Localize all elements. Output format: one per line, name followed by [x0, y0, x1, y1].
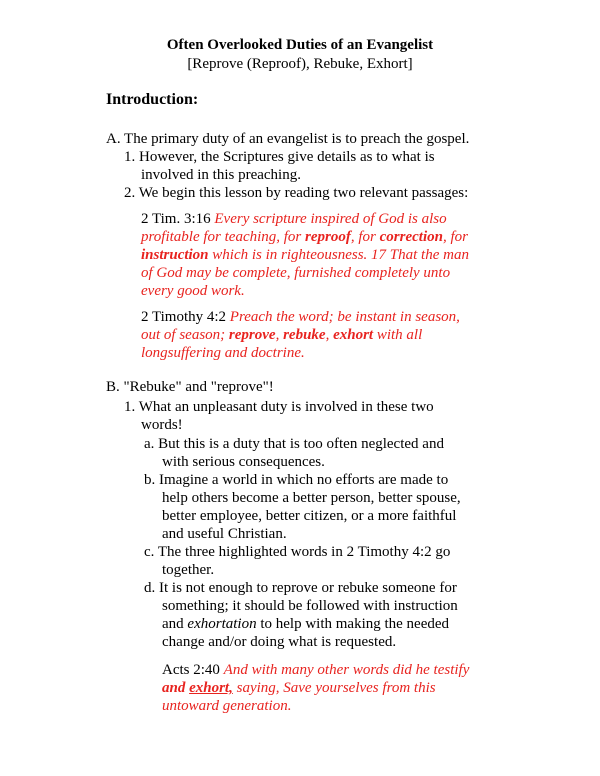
subpoint-a-line2: with serious consequences. [162, 454, 325, 470]
point-a1-line1: 1. However, the Scriptures give details as to what is [124, 149, 435, 165]
verse-line: every good work. [141, 283, 245, 299]
point-b1-line2: words! [141, 417, 183, 433]
subpoint-d-line1: d. It is not enough to reprove or rebuke someone for [144, 580, 457, 596]
verse-line: profitable for teaching, for reproof, for correction, for [141, 229, 468, 245]
point-b1-line1: 1. What an unpleasant duty is involved in these two [124, 399, 434, 415]
verse-line: of God may be complete, furnished completely unto [141, 265, 451, 281]
verse-line: 2 Tim. 3:16 Every scripture inspired of God is also [141, 211, 447, 227]
subpoint-d-line4: change and/or doing what is requested. [162, 634, 397, 650]
subpoint-d-line2: something; it should be followed with instruction [162, 598, 458, 614]
page-title: Often Overlooked Duties of an Evangelist [166, 37, 434, 53]
emphasis-exhortation: exhortation [187, 616, 257, 632]
verse-line: untoward generation. [162, 698, 292, 714]
subpoint-d-line3: and exhortation to help with making the needed [162, 616, 450, 632]
verse-line: 2 Timothy 4:2 Preach the word; be instant in season, [141, 309, 460, 325]
subpoint-b-line3: better employee, better citizen, or a more faithful [162, 508, 457, 524]
subpoint-b-line2: help others become a better person, better spouse, [162, 490, 461, 506]
verse-line: Acts 2:40 And with many other words did he testify [162, 662, 470, 678]
verse-ref: Acts 2:40 [162, 662, 224, 678]
highlight-reproof: reproof [305, 229, 351, 245]
verse-ref: 2 Tim. 3:16 [141, 211, 215, 227]
highlight-correction: correction [379, 229, 443, 245]
subpoint-a-line1: a. But this is a duty that is too often neglected and [144, 436, 444, 452]
subpoint-b-line4: and useful Christian. [162, 526, 287, 542]
highlight-instruction: instruction [141, 247, 209, 263]
verse-line: instruction which is in righteousness. 17 That the man [141, 247, 469, 263]
subpoint-c-line2: together. [162, 562, 215, 578]
verse-ref: 2 Timothy 4:2 [141, 309, 230, 325]
subpoint-b-line1: b. Imagine a world in which no efforts are made to [144, 472, 449, 488]
highlight-exhort: exhort [333, 327, 374, 343]
point-a1-line2: involved in this preaching. [141, 167, 301, 183]
highlight-reprove: reprove [228, 327, 276, 343]
section-a-text: A. The primary duty of an evangelist is to preach the gospel. [106, 131, 470, 147]
introduction-heading: Introduction: [106, 91, 199, 108]
highlight-exhort: exhort, [189, 680, 233, 696]
verse-line: and exhort, saying, Save yourselves from this [162, 680, 436, 696]
page-subtitle: [Reprove (Reproof), Rebuke, Exhort] [187, 56, 413, 72]
highlight-rebuke: rebuke [283, 327, 326, 343]
verse-line: out of season; reprove, rebuke, exhort with all [141, 327, 423, 343]
subpoint-c-line1: c. The three highlighted words in 2 Timothy 4:2 go [144, 544, 451, 560]
verse-line: longsuffering and doctrine. [141, 345, 305, 361]
point-a2: 2. We begin this lesson by reading two relevant passages: [124, 185, 469, 201]
section-b-text: B. "Rebuke" and "reprove"! [106, 379, 274, 395]
